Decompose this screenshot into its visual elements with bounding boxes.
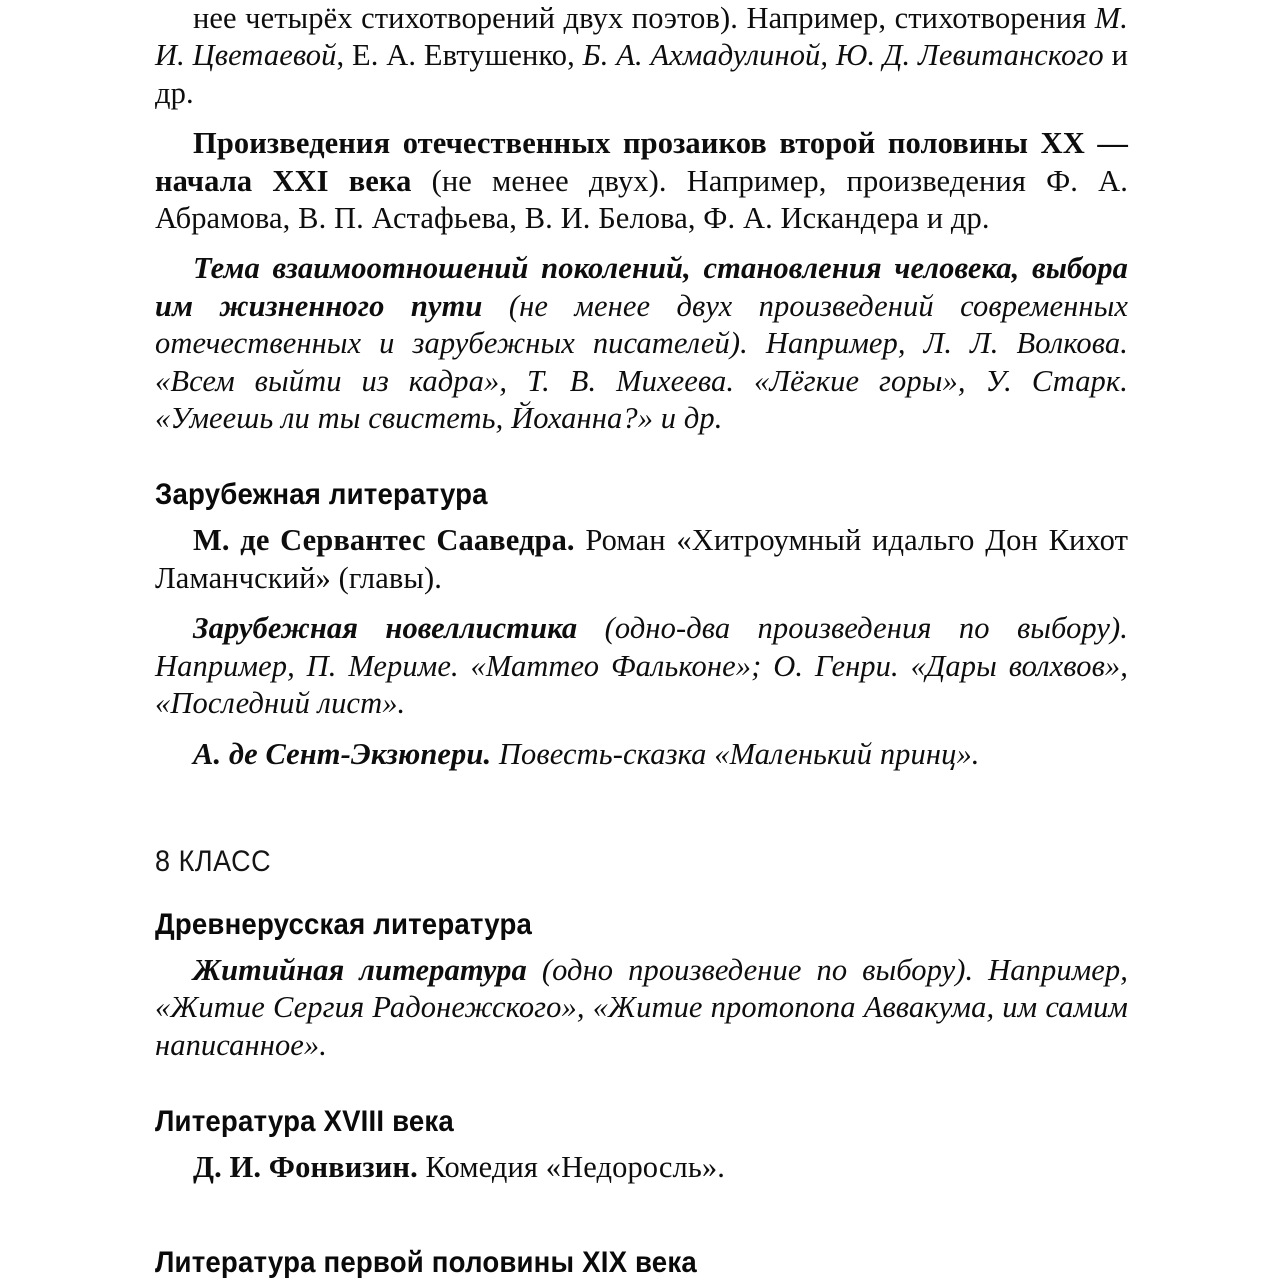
spacer xyxy=(155,1140,1128,1149)
spacer xyxy=(155,597,1128,610)
heading-old-russian-literature: Древнерусская литература xyxy=(155,907,533,941)
text-run-italic: Повесть-сказка «Маленький принц». xyxy=(491,736,980,771)
text-run-regular: и др. xyxy=(155,38,1128,110)
paragraph-fonvizin xyxy=(155,1149,1128,1186)
paragraph-foreign-novella xyxy=(155,610,1128,722)
spacer xyxy=(155,1064,1128,1104)
paragraph-hagiographic-literature xyxy=(155,952,1128,1064)
paragraph-saint-exupery xyxy=(155,736,1128,773)
spacer xyxy=(155,879,1128,907)
text-run-italic: (не менее двух произведений современных отечественных и зарубежных писателей). Например, Л. Л. Волкова. «Всем выйти из кадра», Т. В. Михеева. «Лёгкие горы», У. Старк. «Умеешь ли ты свистеть, Йоханна?» и др. xyxy=(155,288,1128,436)
paragraph-poetry-continuation xyxy=(155,0,1128,112)
paragraph-cervantes xyxy=(155,522,1128,597)
text-run-bold: Произведения отечественных прозаиков второй половины XX — начала XXI века xyxy=(155,126,1128,198)
heading-literature-18th-century: Литература XVIII века xyxy=(155,1105,454,1139)
paragraph-generations-theme xyxy=(155,250,1128,437)
text-run-italic: Б. А. Ахмадулиной, Ю. Д. Левитанского xyxy=(582,38,1104,73)
text-run-regular: Роман «Хитроумный идальго Дон Кихот Ламанчский» (главы). xyxy=(155,523,1128,595)
text-run-bold: М. де Сервантес Сааведра. xyxy=(193,523,575,558)
spacer xyxy=(155,112,1128,125)
text-run-italic: М. И. Цветаевой xyxy=(155,1,1128,73)
text-run-bold-italic: Тема взаимоотношений поколений, становления человека, выбора им жизненного пути xyxy=(155,251,1128,323)
text-run-italic: (одно произведение по выбору). Например, «Житие Сергия Радонежского», «Житие протопопа Аввакума, им самим написанное». xyxy=(155,952,1128,1062)
text-run-regular: нее четырёх стихотворений двух поэтов). Например, стихотворения xyxy=(193,1,1095,35)
text-run-regular: , Е. А. Евтушенко, xyxy=(336,38,583,73)
text-run-bold: Д. И. Фонвизин. xyxy=(193,1150,418,1185)
heading-literature-first-half-19th-century: Литература первой половины XIX века xyxy=(155,1245,697,1279)
text-run-bold-italic: Зарубежная новеллистика xyxy=(193,611,578,646)
paragraph-prose-20-21-century xyxy=(155,125,1128,237)
spacer xyxy=(155,513,1128,522)
heading-foreign-literature: Зарубежная литература xyxy=(155,478,488,512)
text-run-bold-italic: А. де Сент-Экзюпери. xyxy=(193,736,492,771)
spacer xyxy=(155,723,1128,736)
text-run-regular: Комедия «Недоросль». xyxy=(417,1150,725,1185)
spacer xyxy=(155,237,1128,250)
text-run-italic: (одно-два произведения по выбору). Например, П. Мериме. «Маттео Фальконе»; О. Генри. «Дары волхвов», «Последний лист». xyxy=(155,611,1129,721)
text-run-bold-italic: Житийная литература xyxy=(193,952,527,987)
spacer xyxy=(155,1187,1128,1245)
heading-grade-8: 8 КЛАСС xyxy=(155,844,272,878)
spacer xyxy=(155,773,1128,845)
spacer xyxy=(155,437,1128,477)
text-run-regular: (не менее двух). Например, произведения Ф. А. Абрамова, В. П. Астафьева, В. И. Белова, Ф. А. Искандера и др. xyxy=(155,163,1128,236)
spacer xyxy=(155,943,1128,952)
